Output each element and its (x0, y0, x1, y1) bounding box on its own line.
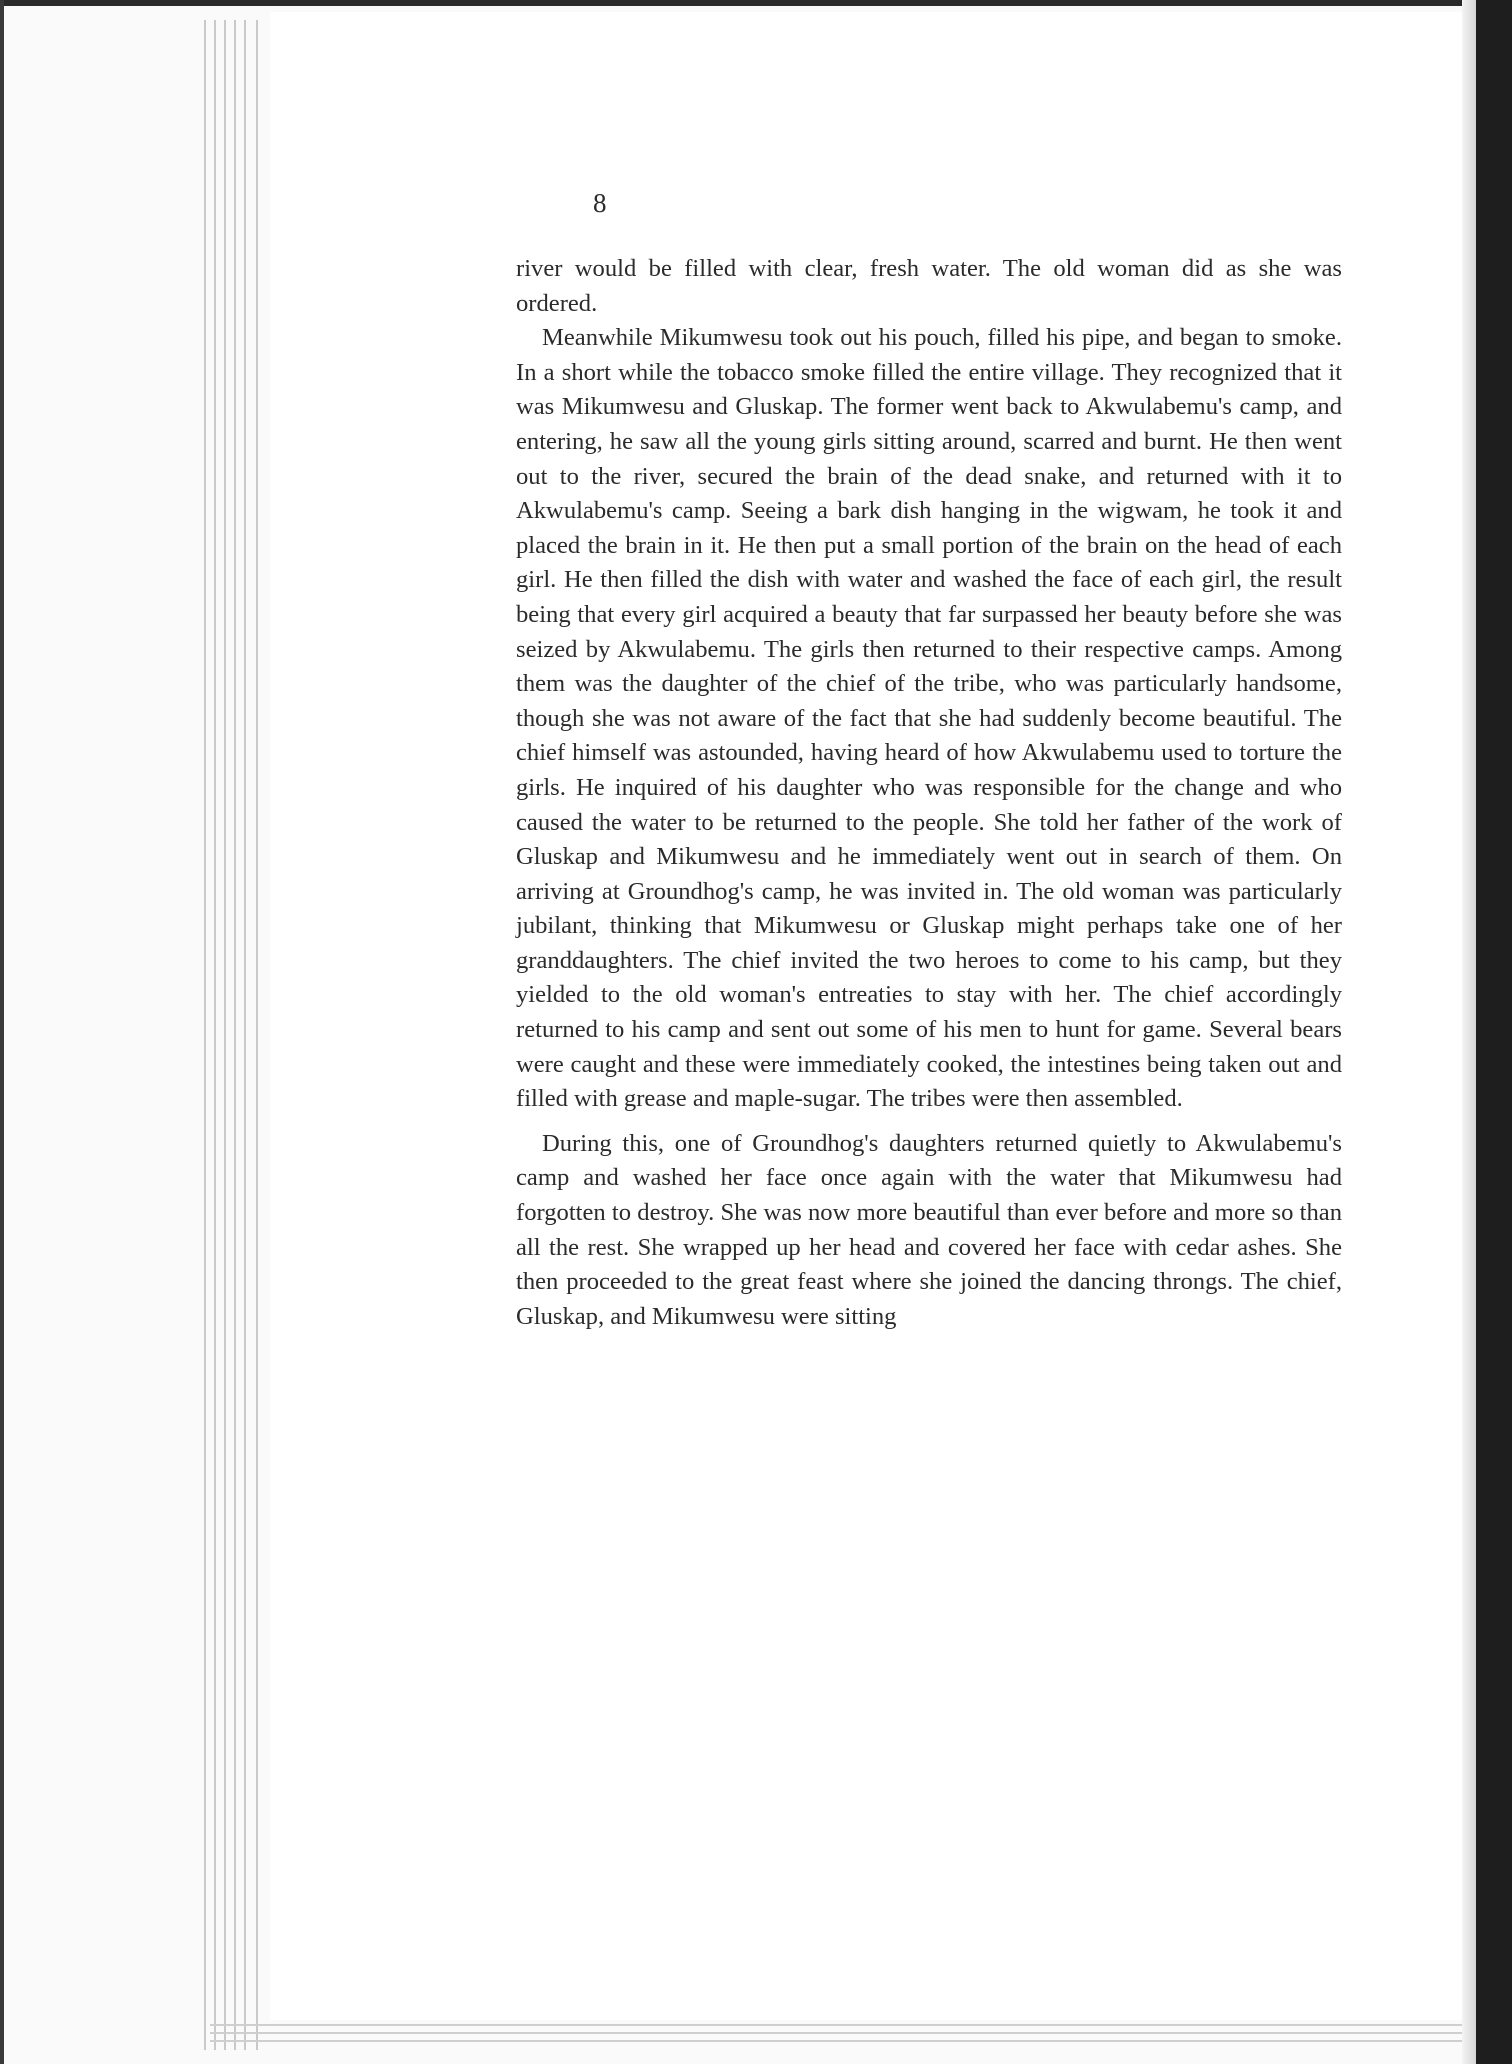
page-edge-line (244, 20, 246, 2050)
page-edge-line (210, 2032, 1462, 2034)
page-edge-line (224, 20, 226, 2050)
body-text (516, 252, 1342, 1334)
paragraph: Meanwhile Mikumwesu took out his pouch, filled his pipe, and began to smoke. In a short while the tobacco smoke filled the entire village. They recognized that it was Mikumwesu and Gluskap. The former went back to Akwulabemu's camp, and entering, he saw all the young girls sitting around, scarred and burnt. He then went out to the river, secured the brain of the dead snake, and returned with it to Akwulabemu's camp. Seeing a bark dish hanging in the wigwam, he took it and placed the brain in it. He then put a small portion of the brain on the head of each girl. He then filled the dish with water and washed the face of each girl, the result being that every girl acquired a beauty that far surpassed her beauty before she was seized by Akwulabemu. The girls then returned to their respective camps. Among them was the daughter of the chief of the tribe, who was particularly handsome, though she was not aware of the fact that she had suddenly become beautiful. The chief himself was astounded, having heard of how Akwulabemu used to torture the girls. He inquired of his daughter who was responsible for the change and who caused the water to be returned to the people. She told her father of the work of Gluskap and Mikumwesu and he immediately went out in search of them. On arriving at Groundhog's camp, he was invited in. The old woman was particularly jubilant, thinking that Mikumwesu or Gluskap might perhaps take one of her granddaughters. The chief invited the two heroes to come to his camp, but they yielded to the old woman's entreaties to stay with her. The chief accordingly returned to his camp and sent out some of his men to hunt for game. Several bears were caught and these were immediately cooked, the intestines being taken out and filled with grease and maple-sugar. The tribes were then assembled. (516, 324, 1342, 1113)
page-number: 8 (593, 188, 607, 218)
scan-left-border (0, 0, 4, 2064)
stacked-page-bottom-edges (210, 2020, 1462, 2064)
stacked-page-edges (200, 20, 270, 2050)
page-edge-line (256, 20, 258, 2050)
scan-top-border (0, 0, 1512, 6)
paragraph: During this, one of Groundhog's daughters returned quietly to Akwulabemu's camp and washed her face once again with the water that Mikumwesu had forgotten to destroy. She was now more beautiful than ever before and more so than all the rest. She wrapped up her head and covered her face with cedar ashes. She then proceeded to the great feast where she joined the dancing throngs. The chief, Gluskap, and Mikumwesu were sitting (516, 1129, 1342, 1330)
page-edge-line (210, 2024, 1462, 2026)
book-page (270, 12, 1462, 2020)
page-fold-shadow (1462, 0, 1476, 2064)
paragraph: river would be filled with clear, fresh water. The old woman did as she was ordered. (516, 255, 1342, 317)
page-edge-line (214, 20, 216, 2050)
page-edge-line (210, 2040, 1462, 2042)
scan-right-border (1476, 0, 1512, 2064)
page-edge-line (234, 20, 236, 2050)
page-edge-line (204, 20, 206, 2050)
